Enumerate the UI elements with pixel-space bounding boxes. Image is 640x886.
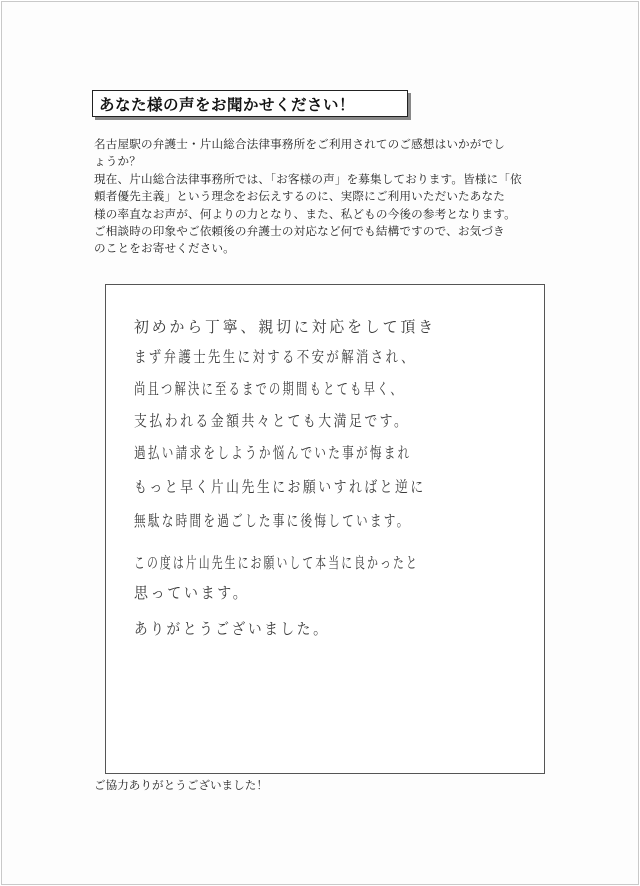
comment-line: 思っています。	[134, 584, 250, 602]
page-title: あなた様の声をお聞かせください！	[99, 95, 356, 114]
intro-line: 名古屋駅の弁護士・片山総合法律事務所をご利用されてのご感想はいかがでし	[94, 137, 506, 151]
handwritten-comment	[134, 313, 534, 643]
intro-line: 現在、片山総合法律事務所では、「お客様の声」を募集しております。皆様に「依	[94, 171, 522, 186]
intro-line: ご相談時の印象やご依頼後の弁護士の対応など何でも結構ですので、お気づき	[94, 224, 505, 239]
handwritten-comment-box	[105, 284, 545, 774]
questionnaire-sheet	[1, 1, 639, 885]
comment-line: この度は片山先生にお願いして本当に良かったと	[134, 554, 419, 572]
intro-line: ょうか？	[94, 154, 141, 169]
intro-paragraph	[94, 136, 564, 258]
title-box	[92, 90, 408, 117]
comment-line: 無駄な時間を過ごした事に後悔しています。	[134, 512, 411, 530]
comment-line: 過払い請求をしようか悩んでいた事が悔まれ	[134, 444, 412, 462]
intro-line: 様の率直なお声が、何よりの力となり、また、私どもの今後の参考となります。	[94, 206, 516, 221]
comment-line: 初めから丁寧、親切に対応をして頂き	[134, 318, 436, 336]
comment-line: 支払われる金額共々とても大満足です。	[134, 412, 410, 430]
footer-thanks: ご協力ありがとうございました！	[94, 778, 268, 792]
comment-line: もっと早く片山先生にお願いすればと逆に	[134, 478, 426, 496]
comment-line: ありがとうございました。	[134, 620, 330, 638]
comment-line: まず弁護士先生に対する不安が解消され、	[134, 348, 416, 366]
intro-line: のことをお寄せください。	[94, 241, 235, 256]
intro-line: 頼者優先主義」という理念をお伝えするのに、実際にご利用いただいたあなた	[94, 189, 506, 204]
comment-line: 尚且つ解決に至るまでの期間もとても早く、	[134, 380, 404, 398]
